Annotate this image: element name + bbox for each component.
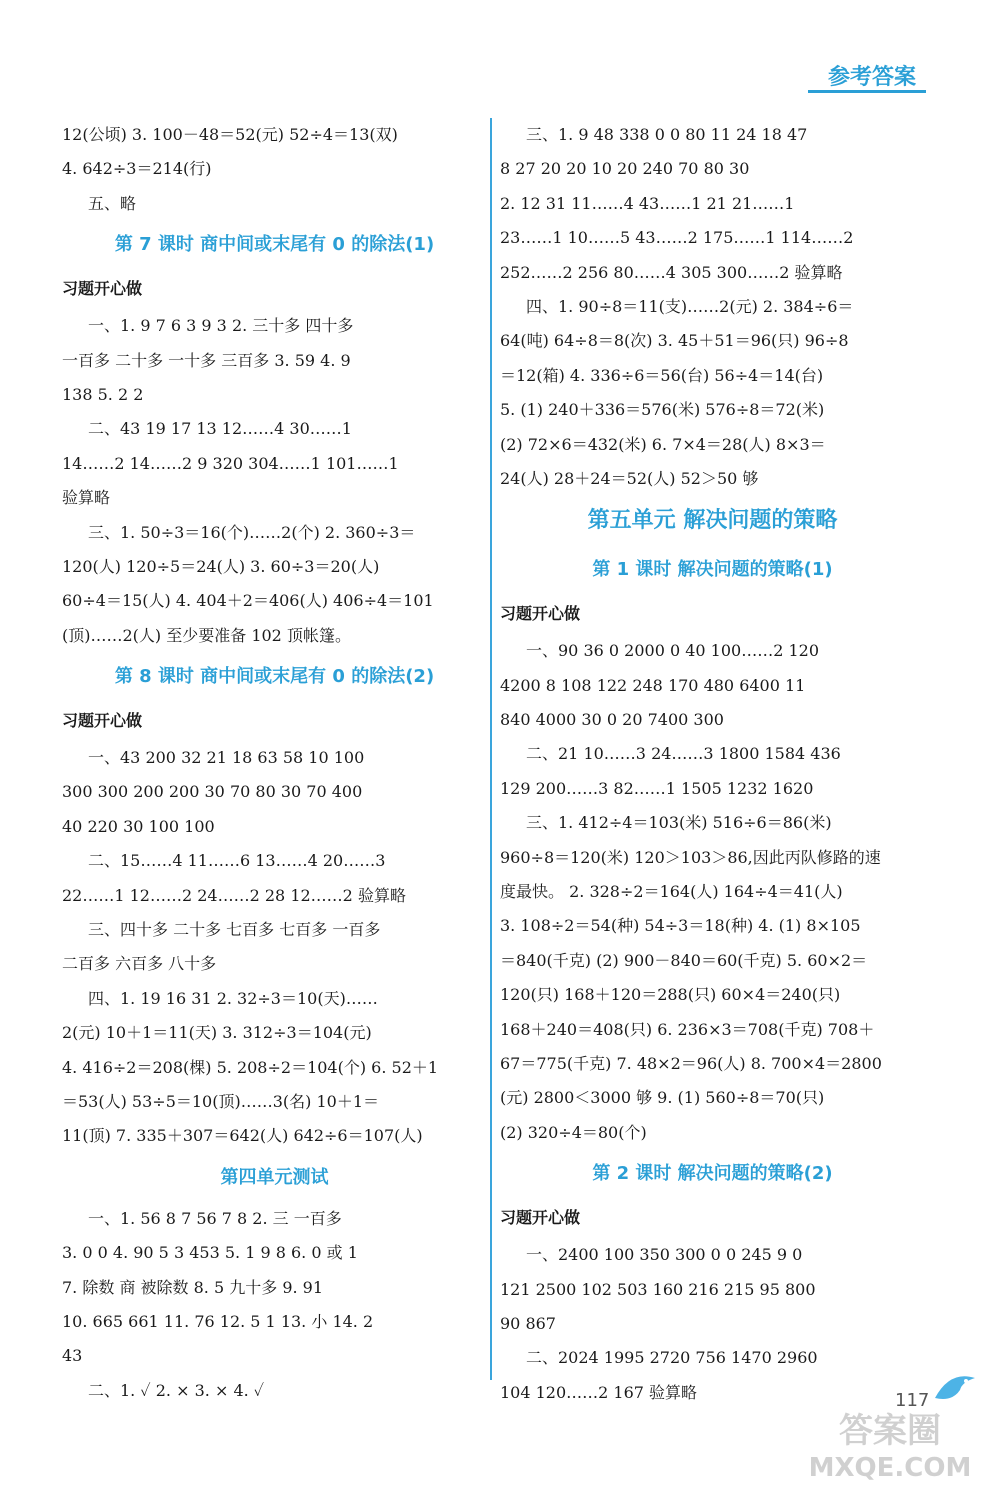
answer-line: 840 4000 30 0 20 7400 300 <box>500 710 724 730</box>
answer-line: ＝12(箱) 4. 336÷6＝56(台) 56÷4＝14(台) <box>500 365 824 385</box>
answer-line: 四、1. 19 16 31 2. 32÷3＝10(天)…… <box>88 988 378 1008</box>
answer-line: 138 5. 2 2 <box>62 384 144 404</box>
answer-line: 一、90 36 0 2000 0 40 100……2 120 <box>526 641 820 661</box>
answer-line: 3. 0 0 4. 90 5 3 453 5. 1 9 8 6. 0 或 1 <box>62 1243 358 1263</box>
answer-line: 一、1. 9 7 6 3 9 3 2. 三十多 四十多 <box>88 316 354 336</box>
left-answer-column <box>62 118 487 1408</box>
answer-line: 一、43 200 32 21 18 63 58 10 100 <box>88 748 365 768</box>
answer-line: 度最快。 2. 328÷2＝164(人) 164÷4＝41(人) <box>500 882 843 902</box>
section-label: 参考答案 <box>828 65 917 90</box>
answer-line: 二、21 10……3 24……3 1800 1584 436 <box>526 744 841 764</box>
answer-line: 三、四十多 二十多 七百多 七百多 一百多 <box>88 920 381 940</box>
answer-line: 2(元) 10＋1＝11(天) 3. 312÷3＝104(元) <box>62 1023 372 1043</box>
answer-line: 23……1 10……5 43……2 175……1 114……2 <box>500 228 854 248</box>
answer-line: 三、1. 50÷3＝16(个)……2(个) 2. 360÷3＝ <box>88 522 416 542</box>
answer-line: 三、1. 412÷4＝103(米) 516÷6＝86(米) <box>526 813 832 833</box>
section-heading: 第 2 课时 解决问题的策略(2) <box>592 1163 833 1185</box>
answer-line: 12(公顷) 3. 100－48＝52(元) 52÷4＝13(双) <box>62 125 398 144</box>
answer-line: 5. (1) 240＋336＝576(米) 576÷8＝72(米) <box>500 400 825 420</box>
answer-line: 960÷8＝120(米) 120＞103＞86,因此丙队修路的速 <box>500 847 881 867</box>
answer-line: 40 220 30 100 100 <box>62 816 215 836</box>
answer-line: 14……2 14……2 9 320 304……1 101……1 <box>62 453 399 473</box>
answer-line: 五、略 <box>88 193 137 213</box>
subsection-label: 习题开心做 <box>62 711 143 731</box>
answer-line: 3. 108÷2＝54(种) 54÷3＝18(种) 4. (1) 8×105 <box>500 916 861 936</box>
answer-line: 300 300 200 200 30 70 80 30 70 400 <box>62 782 363 802</box>
answer-line: 4200 8 108 122 248 170 480 6400 11 <box>500 675 806 695</box>
answer-line: (元) 2800＜3000 够 9. (1) 560÷8＝70(只) <box>500 1088 825 1108</box>
answer-line: 一百多 二十多 一十多 三百多 3. 59 4. 9 <box>62 350 351 370</box>
answer-line: (顶)……2(人) 至少要准备 102 顶帐篷。 <box>62 625 351 645</box>
answer-line: 24(人) 28＋24＝52(人) 52＞50 够 <box>500 468 759 488</box>
answer-line: 10. 665 661 11. 76 12. 5 1 13. 小 14. 2 <box>62 1311 374 1331</box>
answer-line: 二、2024 1995 2720 756 1470 2960 <box>526 1348 818 1368</box>
answer-line: ＝53(人) 53÷5＝10(顶)……3(名) 10＋1＝ <box>62 1091 380 1111</box>
section-heading: 第 1 课时 解决问题的策略(1) <box>592 559 833 581</box>
answer-line: 二、43 19 17 13 12……4 30……1 <box>88 419 352 439</box>
answer-line: 121 2500 102 503 160 216 215 95 800 <box>500 1279 816 1299</box>
answer-line: 120(人) 120÷5＝24(人) 3. 60÷3＝20(人) <box>62 556 380 576</box>
watermark-site-text: MXQE.COM <box>808 1453 972 1483</box>
answer-line: 60÷4＝15(人) 4. 404＋2＝406(人) 406÷4＝101 <box>62 591 434 611</box>
answer-line: 二百多 六百多 八十多 <box>62 954 217 974</box>
right-answer-column <box>500 118 925 1410</box>
answer-line: 验算略 <box>62 488 111 508</box>
answer-line: 11(顶) 7. 335＋307＝642(人) 642÷6＝107(人) <box>62 1126 423 1146</box>
answer-line: 252……2 256 80……4 305 300……2 验算略 <box>500 262 843 282</box>
answer-line: 129 200……3 82……1 1505 1232 1620 <box>500 778 814 798</box>
page-number: 117 <box>895 1390 930 1411</box>
answer-line: 67＝775(千克) 7. 48×2＝96(人) 8. 700×4＝2800 <box>500 1053 882 1073</box>
answer-line: 8 27 20 20 10 20 240 70 80 30 <box>500 159 750 179</box>
answer-line: 168＋240＝408(只) 6. 236×3＝708(千克) 708＋ <box>500 1019 875 1039</box>
subsection-label: 习题开心做 <box>62 279 143 299</box>
answer-line: (2) 72×6＝432(米) 6. 7×4＝28(人) 8×3＝ <box>500 434 826 454</box>
answer-line: 104 120……2 167 验算略 <box>500 1382 698 1402</box>
section-heading: 第四单元测试 <box>220 1166 329 1188</box>
watermark-logo <box>790 1400 990 1485</box>
watermark-logo-text: 答案圈 <box>839 1411 941 1451</box>
answer-line: 四、1. 90÷8＝11(支)……2(元) 2. 384÷6＝ <box>526 296 854 316</box>
answer-line: 4. 642÷3＝214(行) <box>62 159 212 179</box>
section-heading: 第 8 课时 商中间或末尾有 0 的除法(2) <box>114 666 435 688</box>
answer-line: 22……1 12……2 24……2 28 12……2 验算略 <box>62 885 406 905</box>
section-heading: 第五单元 解决问题的策略 <box>587 508 838 534</box>
answer-line: 二、15……4 11……6 13……4 20……3 <box>88 851 386 871</box>
answer-line: 90 867 <box>500 1313 556 1333</box>
answer-line: 7. 除数 商 被除数 8. 5 九十多 9. 91 <box>62 1277 324 1297</box>
answer-line: 4. 416÷2＝208(棵) 5. 208÷2＝104(个) 6. 52＋1 <box>62 1057 439 1077</box>
answer-line: 一、2400 100 350 300 0 0 245 9 0 <box>526 1245 803 1265</box>
answer-line: 一、1. 56 8 7 56 7 8 2. 三 一百多 <box>88 1208 342 1228</box>
answer-line: 2. 12 31 11……4 43……1 21 21……1 <box>500 193 795 213</box>
subsection-label: 习题开心做 <box>500 1208 581 1228</box>
subsection-label: 习题开心做 <box>500 604 581 624</box>
header-rule <box>808 90 926 93</box>
column-divider <box>490 118 492 1380</box>
answer-line: 43 <box>62 1346 83 1366</box>
answer-line: (2) 320÷4＝80(个) <box>500 1122 647 1142</box>
answer-line: 二、1. ✓ 2. × 3. × 4. ✓ <box>88 1380 265 1400</box>
answer-line: 64(吨) 64÷8＝8(次) 3. 45＋51＝96(只) 96÷8 <box>500 331 849 351</box>
answer-line: 三、1. 9 48 338 0 0 80 11 24 18 47 <box>526 125 808 144</box>
section-heading: 第 7 课时 商中间或末尾有 0 的除法(1) <box>114 234 435 256</box>
answer-line: 120(只) 168＋120＝288(只) 60×4＝240(只) <box>500 985 841 1005</box>
answer-line: ＝840(千克) (2) 900－840＝60(千克) 5. 60×2＝ <box>500 950 868 970</box>
